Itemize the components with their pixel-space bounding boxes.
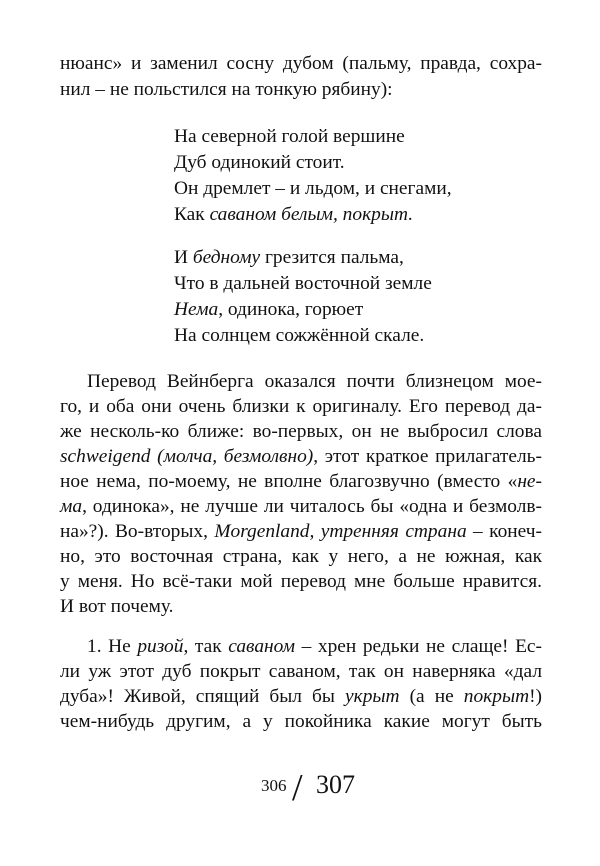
text-span: , так: [183, 636, 229, 657]
text-line: чем-нибудь другим, а у покойника какие могут быть: [60, 711, 542, 732]
italic-text: Morgenland, утренняя страна: [214, 521, 467, 542]
italic-text: укрыт: [345, 686, 400, 707]
italic-text: ма: [60, 496, 83, 517]
text-span: дуба»! Живой, спящий был бы: [60, 686, 346, 707]
poem-line: [174, 298, 363, 322]
current-page: 306: [261, 776, 287, 795]
text-span: , одинока», не лучше ли читалось бы «одна и безмолв-: [82, 496, 542, 517]
page-number: [0, 768, 600, 808]
italic-text: не-: [517, 471, 542, 492]
text-line: же несколь-ко ближе: во-первых, он не выбросил слова: [60, 421, 542, 442]
text-span: – хрен редьки не слаще! Ес-: [294, 636, 542, 657]
text-span: – конеч-: [466, 521, 542, 542]
text-line: [60, 445, 542, 469]
poem-text: Как: [174, 204, 210, 225]
poem-line: [174, 203, 413, 227]
text-span: !): [529, 686, 542, 707]
text-line: [60, 520, 542, 544]
total-pages: 307: [316, 770, 355, 799]
poem-text: , одинока, горюет: [218, 299, 364, 320]
poem-line: На солнцем сожжённой скале.: [174, 325, 425, 346]
italic-text: schweigend (молча, безмолвно): [60, 446, 314, 467]
poem-line: Дуб одинокий стоит.: [174, 152, 345, 173]
poem-text: грезится пальма,: [260, 247, 404, 268]
text-line: го, и оба они очень близки к оригиналу. Его перевод да-: [60, 396, 542, 417]
text-span: на»?). Во-вторых,: [60, 521, 215, 542]
text-span: 1. Не: [87, 636, 138, 657]
italic-text: покрыт: [463, 686, 530, 707]
text-span: , этот краткое прилагатель-: [313, 446, 542, 467]
text-line: у меня. Но всё-таки мой перевод мне больше нравится.: [60, 571, 542, 592]
text-line: нюанс» и заменил сосну дубом (пальму, правда, сохра-: [60, 53, 542, 74]
text-line: И вот почему.: [60, 596, 174, 617]
italic-text: ризой: [137, 636, 184, 657]
text-line: ли уж этот дуб покрыт саваном, так он наверняка «дал: [60, 661, 542, 682]
italic-text: саваном: [228, 636, 295, 657]
text-span: ное нема, по-моему, не вполне благозвучно (вместо «: [60, 471, 518, 492]
page-separator: /: [292, 767, 303, 809]
text-line: нил – не польстился на тонкую рябину):: [60, 79, 393, 100]
text-line: [60, 495, 542, 519]
text-line: [60, 685, 542, 709]
italic-text: Нема: [174, 299, 219, 320]
italic-text: саваном белым, покрыт.: [209, 204, 414, 225]
italic-text: бедному: [192, 247, 261, 268]
poem-line: [174, 246, 404, 270]
poem-line: Он дремлет – и льдом, и снегами,: [174, 178, 452, 199]
text-line: [87, 635, 542, 659]
poem-line: Что в дальней восточной земле: [174, 273, 432, 294]
text-line: [60, 470, 542, 494]
text-span: (а не: [399, 686, 464, 707]
text-line: Перевод Вейнберга оказался почти близнецом мое-: [87, 371, 542, 392]
text-line: но, это восточная страна, как у него, а не южная, как: [60, 546, 542, 567]
poem-text: И: [174, 247, 193, 268]
poem-line: На северной голой вершине: [174, 126, 405, 147]
